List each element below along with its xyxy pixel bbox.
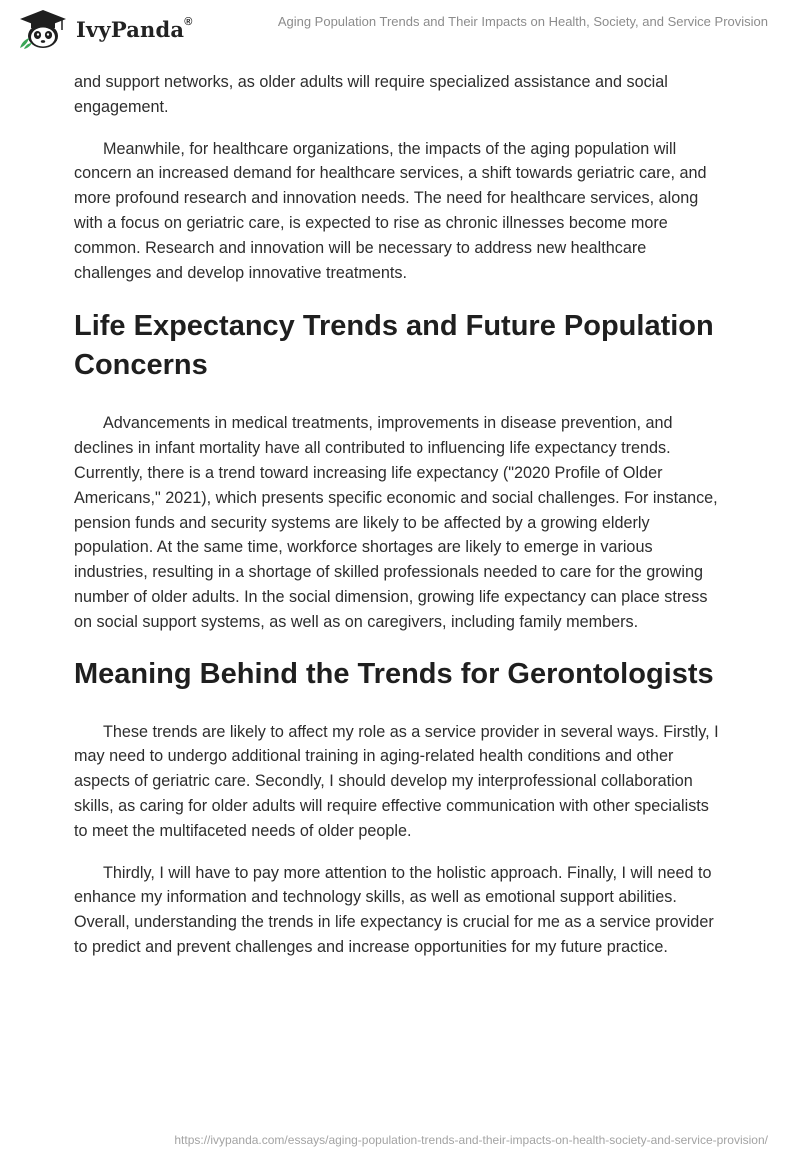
source-url[interactable]: https://ivypanda.com/essays/aging-population-trends-and-their-impacts-on-health-society-and-service-provision/ [174,1133,768,1147]
registered-mark: ® [184,15,193,28]
paragraph-continued: and support networks, as older adults will require specialized assistance and social engagement. [74,73,668,116]
article-body [74,70,726,960]
paragraph-life-expectancy: Advancements in medical treatments, improvements in disease prevention, and declines in infant mortality have all contributed to influencing life expectancy trends. Currently, there is a trend toward increasing life expectancy ("2020 Profile of Older Americans," 2021), which presents specific economic and social challenges. For instance, pension funds and security systems are likely to be affected by a growing elderly population. At the same time, workforce shortages are likely to emerge in various industries, resulting in a shortage of skilled professionals needed to care for the growing number of older adults. In the social dimension, growing life expectancy can place stress on social support systems, as well as on caregivers, including family members. [74,414,718,631]
running-title: Aging Population Trends and Their Impacts on Health, Society, and Service Provision [277,14,768,29]
panda-logo-icon [16,8,70,50]
paragraph-holistic-approach: Thirdly, I will have to pay more attention to the holistic approach. Finally, I will need to enhance my information and technology skills, as well as emotional support abilities. Overall, understanding the trends in life expectancy is crucial for me as a service provider to predict and prevent challenges and increase opportunities for my future practice. [74,863,714,956]
paragraph-healthcare-organizations: Meanwhile, for healthcare organizations, the impacts of the aging population will concern an increased demand for healthcare services, a shift towards geriatric care, and more profound research and innovation needs. The need for healthcare services, along with a focus on geriatric care, is expected to rise as chronic illnesses become more common. Research and innovation will be necessary to address new healthcare challenges and develop innovative treatments. [74,139,707,282]
paragraph-service-provider-role: These trends are likely to affect my role as a service provider in several ways. Firstly, I may need to undergo additional training in aging-related health conditions and other aspects of geriatric care. Secondly, I should develop my interprofessional collaboration skills, as caring for older adults will require effective communication with other specialists to meet the multifaceted needs of older people. [74,722,719,840]
logo-wordmark: IvyPanda [76,16,185,42]
logo-text [76,17,193,42]
page-header [0,0,800,60]
heading-life-expectancy: Life Expectancy Trends and Future Population Concerns [74,310,714,382]
ivypanda-logo[interactable] [16,8,193,50]
heading-meaning-gerontologists: Meaning Behind the Trends for Gerontologists [74,657,714,690]
